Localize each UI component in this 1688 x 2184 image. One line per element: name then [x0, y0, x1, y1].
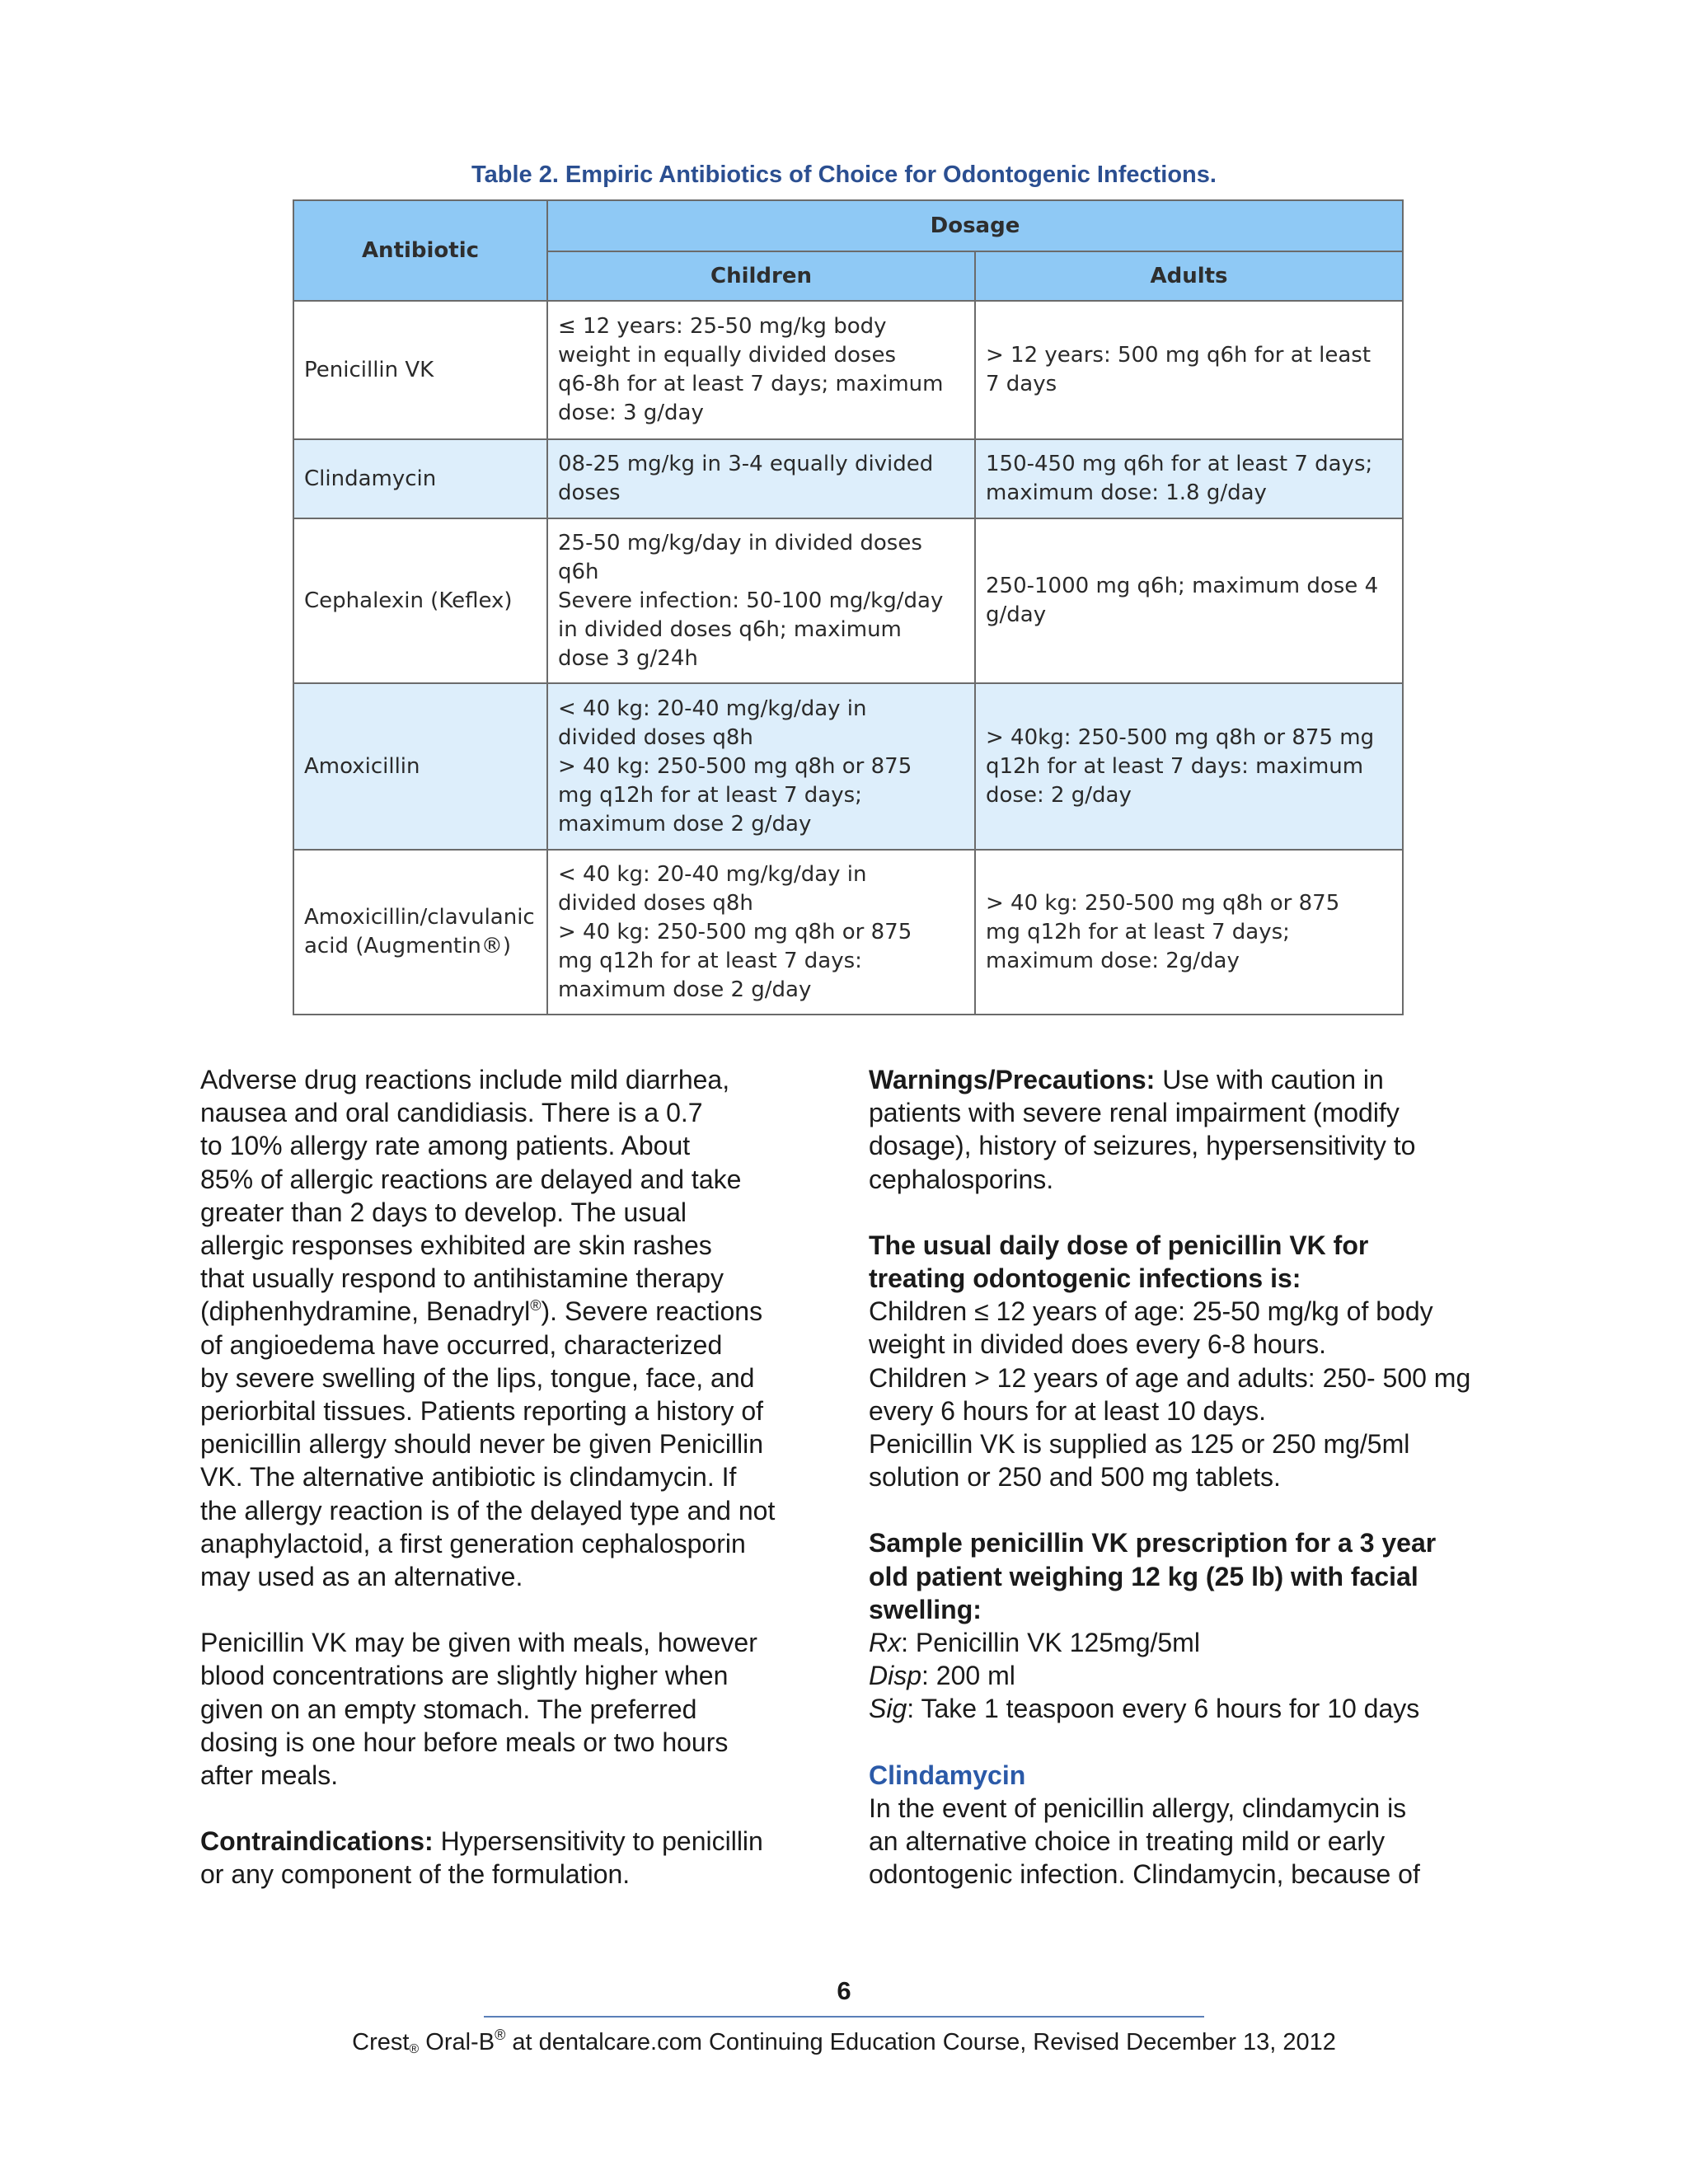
- table-row: [293, 850, 1403, 1015]
- antibiotic-name: Amoxicillin: [293, 683, 547, 850]
- left-column: [200, 1063, 810, 1924]
- prescription-paragraph: Sample penicillin VK prescription for a 3 year old patient weighing 12 kg (25 lb) with facial swelling: Rx: Penicillin VK 125mg/5ml Disp: 200 ml Sig: Take 1 teaspoon every 6 hours for 10 days: [869, 1526, 1479, 1725]
- footer-text: Crest$_®$ Oral-B® at dentalcare.com Continuing Education Course, Revised December 13, 2012: [352, 2027, 1336, 2056]
- page-number: 6: [837, 1976, 851, 2005]
- table-row: [293, 683, 1403, 850]
- antibiotic-name: Cephalexin (Keflex): [293, 518, 547, 683]
- table-caption: Table 2. Empiric Antibiotics of Choice for Odontogenic Infections.: [471, 162, 1217, 188]
- children-dose: < 40 kg: 20-40 mg/kg/day in divided doses q8h > 40 kg: 250-500 mg q8h or 875 mg q12h for at least 7 days: maximum dose 2 g/day: [547, 850, 975, 1015]
- children-dose: < 40 kg: 20-40 mg/kg/day in divided doses q8h > 40 kg: 250-500 mg q8h or 875 mg q12h for at least 7 days; maximum dose 2 g/day: [547, 683, 975, 850]
- header-antibiotic: Antibiotic: [293, 200, 547, 301]
- table-row: [293, 439, 1403, 518]
- children-dose: 08-25 mg/kg in 3-4 equally divided doses: [547, 439, 975, 518]
- usual-dose-heading: The usual daily dose of penicillin VK for: [869, 1230, 1369, 1260]
- adverse-reactions-paragraph: Adverse drug reactions include mild diarrhea, nausea and oral candidiasis. There is a 0.7 to 10% allergy rate among patients. About 85% of allergic reactions are delayed and take greater than 2 days to develop. The usual allergic responses exhibited are skin rashes that usually respond to antihistamine therapy (diphenhydramine, Benadryl®). Severe reactions of angioedema have occurred, characterized by severe swelling of the lips, tongue, face, and periorbital tissues. Patients reporting a history of penicillin allergy should never be given Penicillin VK. The alternative antibiotic is clindamycin. If the allergy reaction is of the delayed type and not anaphylactoid, a first generation cephalosporin may used as an alternative.: [200, 1065, 776, 1592]
- warnings-paragraph: Warnings/Precautions: Use with caution in patients with severe renal impairment (modify dosage), history of seizures, hypersensitivity to cephalosporins.: [869, 1065, 1416, 1194]
- contraindications-label: Contraindications:: [200, 1826, 434, 1857]
- usual-dose-paragraph: The usual daily dose of penicillin VK for treating odontogenic infections is: Children ≤ 12 years of age: 25-50 mg/kg of body weight in divided does every 6-8 hours. Children > 12 years of age and adults: 250- 500 mg every 6 hours for at least 10 days. Penicillin VK is supplied as 125 or 250 mg/5ml solution or 250 and 500 mg tablets.: [869, 1229, 1479, 1494]
- warnings-label: Warnings/Precautions:: [869, 1065, 1156, 1094]
- adult-dose: 250-1000 mg q6h; maximum dose 4 g/day: [975, 518, 1403, 683]
- children-dose: ≤ 12 years: 25-50 mg/kg body weight in equally divided doses q6-8h for at least 7 days; maximum dose: 3 g/day: [547, 301, 975, 439]
- header-adults: Adults: [975, 251, 1403, 301]
- meals-paragraph: Penicillin VK may be given with meals, however blood concentrations are slightly higher when given on an empty stomach. The preferred dosing is one hour before meals or two hours after meals.: [200, 1628, 757, 1791]
- disp-label: Disp: [869, 1661, 922, 1691]
- children-dose: 25-50 mg/kg/day in divided doses q6h Severe infection: 50-100 mg/kg/day in divided doses q6h; maximum dose 3 g/24h: [547, 518, 975, 683]
- adult-dose: > 40 kg: 250-500 mg q8h or 875 mg q12h for at least 7 days; maximum dose: 2g/day: [975, 850, 1403, 1015]
- antibiotics-table: [293, 199, 1404, 1015]
- antibiotic-name: Penicillin VK: [293, 301, 547, 439]
- clindamycin-heading: Clindamycin: [869, 1760, 1026, 1790]
- contraindications-paragraph: Contraindications: Hypersensitivity to penicillin or any component of the formulation.: [200, 1826, 763, 1890]
- antibiotic-name: Clindamycin: [293, 439, 547, 518]
- adult-dose: > 40kg: 250-500 mg q8h or 875 mg q12h for at least 7 days: maximum dose: 2 g/day: [975, 683, 1403, 850]
- sig-label: Sig: [869, 1694, 907, 1724]
- right-column: [869, 1063, 1479, 1924]
- table-row: [293, 301, 1403, 439]
- footer-divider: [484, 2016, 1204, 2018]
- table-row: [293, 518, 1403, 683]
- clindamycin-section: Clindamycin In the event of penicillin allergy, clindamycin is an alternative choice in treating mild or early odontogenic infection. Clindamycin, because of: [869, 1759, 1479, 1891]
- adult-dose: > 12 years: 500 mg q6h for at least 7 days: [975, 301, 1403, 439]
- header-dosage: Dosage: [547, 200, 1403, 251]
- prescription-heading: Sample penicillin VK prescription for a 3 year: [869, 1528, 1437, 1558]
- header-children: Children: [547, 251, 975, 301]
- adult-dose: 150-450 mg q6h for at least 7 days; maximum dose: 1.8 g/day: [975, 439, 1403, 518]
- rx-label: Rx: [869, 1628, 902, 1658]
- antibiotic-name: Amoxicillin/clavulanic acid (Augmentin®): [293, 850, 547, 1015]
